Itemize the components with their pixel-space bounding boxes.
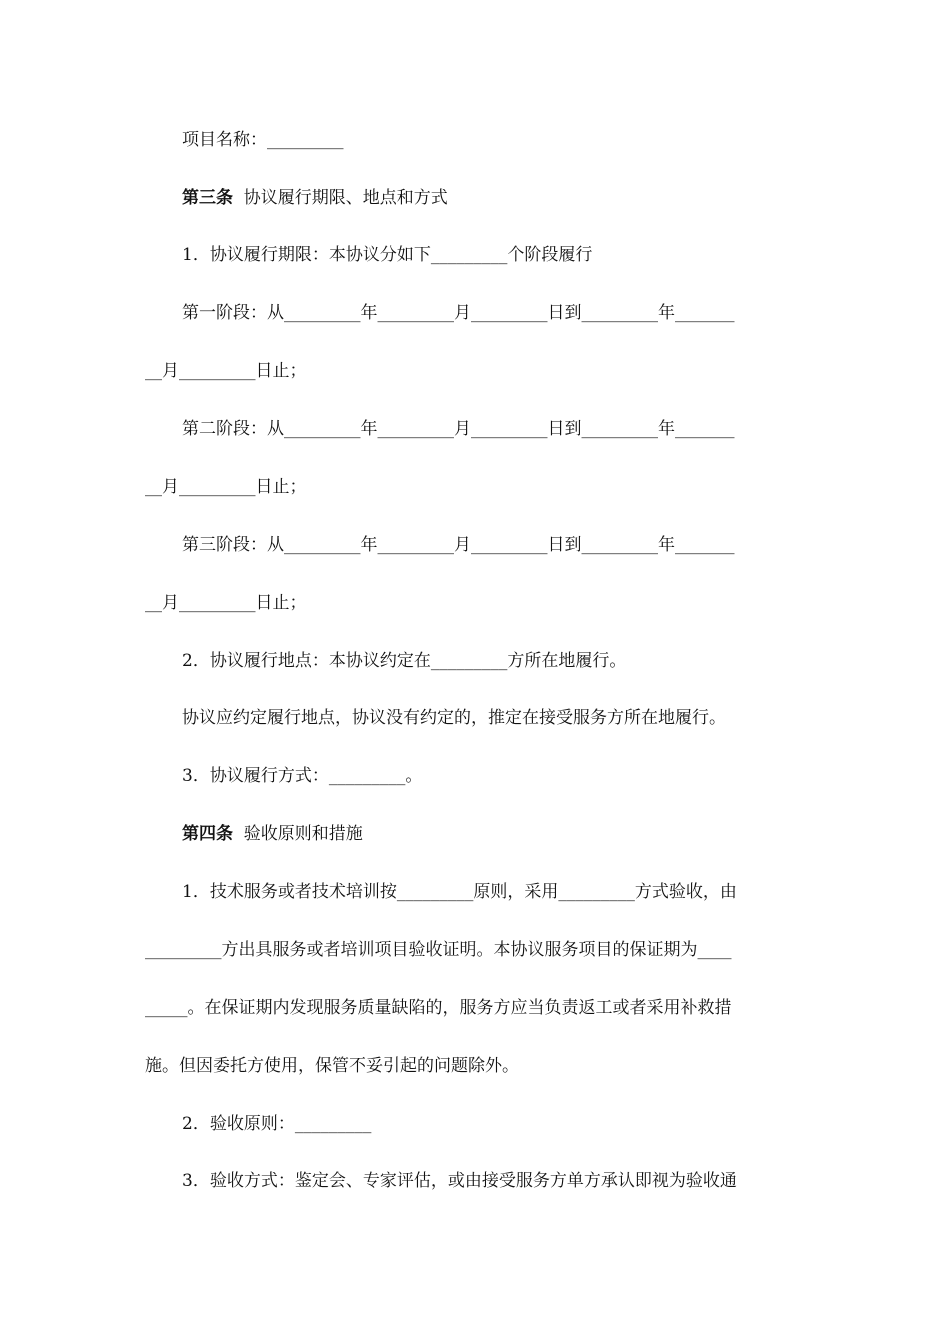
article4-item2: 2．验收原则：_________: [182, 1114, 372, 1134]
stage3-line2: __月_________日止；: [145, 593, 307, 613]
article3-title: 协议履行期限、地点和方式: [233, 188, 448, 208]
stage3-line1: 第三阶段：从_________年_________月_________日到_________年_______: [182, 535, 735, 555]
stage2-line2: __月_________日止；: [145, 477, 307, 497]
stage1-line1: 第一阶段：从_________年_________月_________日到_________年_______: [182, 303, 735, 323]
article3-item2-note: 协议应约定履行地点，协议没有约定的，推定在接受服务方所在地履行。: [182, 708, 726, 728]
article3-number: 第三条: [182, 188, 233, 208]
stage2-line1: 第二阶段：从_________年_________月_________日到_________年_______: [182, 419, 735, 439]
article4-title: 验收原则和措施: [233, 824, 363, 844]
article4-item1-line3: _____。在保证期内发现服务质量缺陷的，服务方应当负责返工或者采用补救措: [145, 998, 732, 1018]
project-name-line: 项目名称：_________: [182, 130, 344, 150]
stage1-line2: __月_________日止；: [145, 361, 307, 381]
article4-item1-line2: _________方出具服务或者培训项目验收证明。本协议服务项目的保证期为____: [145, 940, 732, 960]
article4-item1-line1: 1．技术服务或者技术培训按_________原则，采用_________方式验收，由: [182, 882, 737, 902]
article4-heading-line: [182, 820, 810, 848]
article3-item2: 2．协议履行地点：本协议约定在_________方所在地履行。: [182, 651, 627, 671]
article3-item3: 3．协议履行方式：_________。: [182, 766, 423, 786]
article4-item1-line4: 施。但因委托方使用，保管不妥引起的问题除外。: [145, 1056, 519, 1076]
article3-item1: 1．协议履行期限：本协议分如下_________个阶段履行: [182, 245, 593, 265]
article3-heading-line: [182, 184, 810, 212]
article4-item3: 3．验收方式：鉴定会、专家评估，或由接受服务方单方承认即视为验收通: [182, 1171, 737, 1191]
article4-number: 第四条: [182, 824, 233, 844]
